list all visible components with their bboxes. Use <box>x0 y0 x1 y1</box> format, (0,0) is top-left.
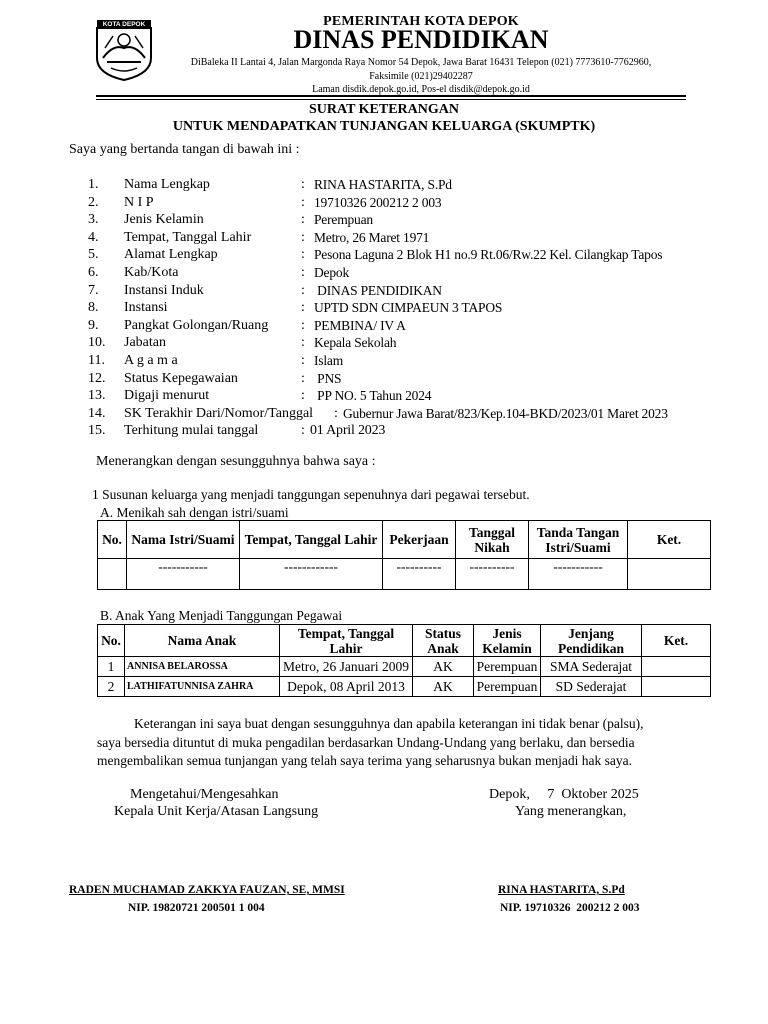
field-label: N I P <box>124 195 154 210</box>
cell: Metro, 26 Januari 2009 <box>280 657 413 677</box>
field-value: PNS <box>314 371 342 386</box>
field-value: Metro, 26 Maret 1971 <box>314 230 430 245</box>
field-label: A g a m a <box>124 353 178 368</box>
field-colon: : <box>301 318 305 333</box>
field-colon: : <box>301 230 305 245</box>
field-label: Alamat Lengkap <box>124 247 218 262</box>
field-number: 1. <box>88 177 99 192</box>
approval-title: Mengetahui/Mengesahkan <box>130 787 279 802</box>
field-value: Perempuan <box>314 212 373 227</box>
field-colon: : <box>301 388 305 403</box>
letterhead-rule-thick <box>96 95 686 97</box>
col-header-spouse-name: Nama Istri/Suami <box>127 521 240 559</box>
field-value: Gubernur Jawa Barat/823/Kep.104-BKD/2023/01 Maret 2023 <box>343 406 668 421</box>
field-label: Nama Lengkap <box>124 177 210 192</box>
cell: AK <box>413 657 474 677</box>
field-value: Kepala Sekolah <box>314 335 397 350</box>
field-number: 2. <box>88 195 99 210</box>
place-date: Depok, 7 Oktober 2025 <box>489 787 639 802</box>
field-colon: : <box>301 423 305 438</box>
col-header-no: No. <box>98 625 125 657</box>
field-colon: : <box>301 283 305 298</box>
field-number: 10. <box>88 335 106 350</box>
cell: LATHIFATUNNISA ZAHRA <box>125 677 280 697</box>
field-label: Jenis Kelamin <box>124 212 204 227</box>
field-colon: : <box>301 353 305 368</box>
field-label: Instansi Induk <box>124 283 204 298</box>
field-number: 12. <box>88 371 106 386</box>
col-header-job: Pekerjaan <box>383 521 456 559</box>
cell: ----------- <box>529 559 628 590</box>
logo-label: KOTA DEPOK <box>102 21 146 28</box>
field-label: Status Kepegawaian <box>124 371 238 386</box>
col-header-birth: Tempat, Tanggal Lahir <box>240 521 383 559</box>
cell: AK <box>413 677 474 697</box>
col-header-note: Ket. <box>628 521 711 559</box>
field-value: DINAS PENDIDIKAN <box>314 283 442 298</box>
declaration-text: Menerangkan dengan sesungguhnya bahwa saya : <box>96 454 376 469</box>
field-label: Instansi <box>124 300 168 315</box>
cell: Perempuan <box>474 657 541 677</box>
signer-name: RINA HASTARITA, S.Pd <box>498 884 625 896</box>
intro-text: Saya yang bertanda tangan di bawah ini : <box>69 142 300 157</box>
supervisor-nip: NIP. 19820721 200501 1 004 <box>128 902 265 914</box>
document-subtitle: UNTUK MENDAPATKAN TUNJANGAN KELUARGA (SKUMPTK) <box>172 119 596 134</box>
field-value: Depok <box>314 265 349 280</box>
col-header-gender: Jenis Kelamin <box>474 625 541 657</box>
field-value: RINA HASTARITA, S.Pd <box>314 177 452 192</box>
field-value: 19710326 200212 2 003 <box>314 195 442 210</box>
letterhead-address <box>0 56 768 97</box>
field-label: Jabatan <box>124 335 166 350</box>
field-number: 3. <box>88 212 99 227</box>
field-value: Pesona Laguna 2 Blok H1 no.9 Rt.06/Rw.22 Kel. Cilangkap Tapos <box>314 247 663 262</box>
field-label: SK Terakhir Dari/Nomor/Tanggal <box>124 406 314 421</box>
children-table <box>97 624 711 697</box>
field-colon: : <box>301 265 305 280</box>
field-value: PP NO. 5 Tahun 2024 <box>314 388 432 403</box>
field-number: 7. <box>88 283 99 298</box>
address-line-3: Laman disdik.depok.go.id, Pos-el disdik@depok.go.id <box>312 84 530 95</box>
closing-line-3: mengembalikan semua tunjangan yang telah saya terima yang seharusnya bukan menjadi hak saya. <box>97 753 632 768</box>
section-b-heading: B. Anak Yang Menjadi Tanggungan Pegawai <box>100 608 343 623</box>
family-intro: 1 Susunan keluarga yang menjadi tanggungan sepenuhnya dari pegawai tersebut. <box>92 487 530 502</box>
col-header-child-name: Nama Anak <box>125 625 280 657</box>
col-header-child-status: Status Anak <box>413 625 474 657</box>
cell: ANNISA BELAROSSA <box>125 657 280 677</box>
field-number: 5. <box>88 247 99 262</box>
table-row <box>98 559 711 590</box>
field-label: Kab/Kota <box>124 265 179 280</box>
address-line-2: Faksimile (021)29402287 <box>369 70 473 82</box>
field-value: Islam <box>314 353 343 368</box>
cell <box>642 657 711 677</box>
col-header-note: Ket. <box>642 625 711 657</box>
supervisor-name: RADEN MUCHAMAD ZAKKYA FAUZAN, SE, MMSI <box>69 884 345 896</box>
field-number: 15. <box>88 423 106 438</box>
dept-name: DINAS PENDIDIKAN <box>293 25 549 54</box>
supervisor-title: Kepala Unit Kerja/Atasan Langsung <box>114 804 319 819</box>
section-a-heading: A. Menikah sah dengan istri/suami <box>100 505 289 520</box>
signer-title: Yang menerangkan, <box>515 804 627 819</box>
field-number: 8. <box>88 300 99 315</box>
field-colon: : <box>301 335 305 350</box>
field-label: Digaji menurut <box>124 388 210 403</box>
col-header-birth: Tempat, Tanggal Lahir <box>280 625 413 657</box>
cell <box>628 559 711 590</box>
cell: ----------- <box>127 559 240 590</box>
field-label: Terhitung mulai tanggal <box>124 423 259 438</box>
field-colon: : <box>334 406 338 421</box>
signer-nip: NIP. 19710326 200212 2 003 <box>500 902 640 914</box>
gov-name: PEMERINTAH KOTA DEPOK <box>323 14 519 29</box>
table-row <box>98 657 711 677</box>
cell <box>98 559 127 590</box>
field-colon: : <box>301 247 305 262</box>
col-header-education: Jenjang Pendidikan <box>541 625 642 657</box>
cell: ------------ <box>240 559 383 590</box>
field-number: 6. <box>88 265 99 280</box>
col-header-marriage-date: Tanggal Nikah <box>456 521 529 559</box>
cell: ---------- <box>383 559 456 590</box>
col-header-no: No. <box>98 521 127 559</box>
cell: 2 <box>98 677 125 697</box>
closing-line-2: saya bersedia dituntut di muka pengadilan berdasarkan Undang-Undang yang berlaku, dan bersedia <box>97 735 635 750</box>
field-colon: : <box>301 371 305 386</box>
field-value: PEMBINA/ IV A <box>314 318 406 333</box>
cell: 1 <box>98 657 125 677</box>
col-header-signature: Tanda Tangan Istri/Suami <box>529 521 628 559</box>
letterhead-rule-thin <box>96 99 686 100</box>
document-title: SURAT KETERANGAN <box>308 102 459 117</box>
field-value: UPTD SDN CIMPAEUN 3 TAPOS <box>314 300 503 315</box>
cell: ---------- <box>456 559 529 590</box>
table-row <box>98 677 711 697</box>
field-colon: : <box>301 300 305 315</box>
cell: Perempuan <box>474 677 541 697</box>
cell: SD Sederajat <box>541 677 642 697</box>
field-number: 13. <box>88 388 106 403</box>
field-value: 01 April 2023 <box>310 423 386 438</box>
address-line-1: DiBaleka II Lantai 4, Jalan Margonda Raya Nomor 54 Depok, Jawa Barat 16431 Telepon (021) 7773610-7762960, <box>190 57 652 68</box>
spouse-table <box>97 520 711 590</box>
cell: SMA Sederajat <box>541 657 642 677</box>
field-label: Tempat, Tanggal Lahir <box>124 230 252 245</box>
cell: Depok, 08 April 2013 <box>280 677 413 697</box>
field-colon: : <box>301 195 305 210</box>
cell <box>642 677 711 697</box>
field-colon: : <box>301 177 305 192</box>
field-label: Pangkat Golongan/Ruang <box>124 318 269 333</box>
field-number: 4. <box>88 230 99 245</box>
field-number: 9. <box>88 318 99 333</box>
field-colon: : <box>301 212 305 227</box>
field-number: 11. <box>88 353 105 368</box>
closing-line-1: Keterangan ini saya buat dengan sesungguhnya dan apabila keterangan ini tidak benar (palsu), <box>134 716 644 731</box>
field-number: 14. <box>88 406 106 421</box>
